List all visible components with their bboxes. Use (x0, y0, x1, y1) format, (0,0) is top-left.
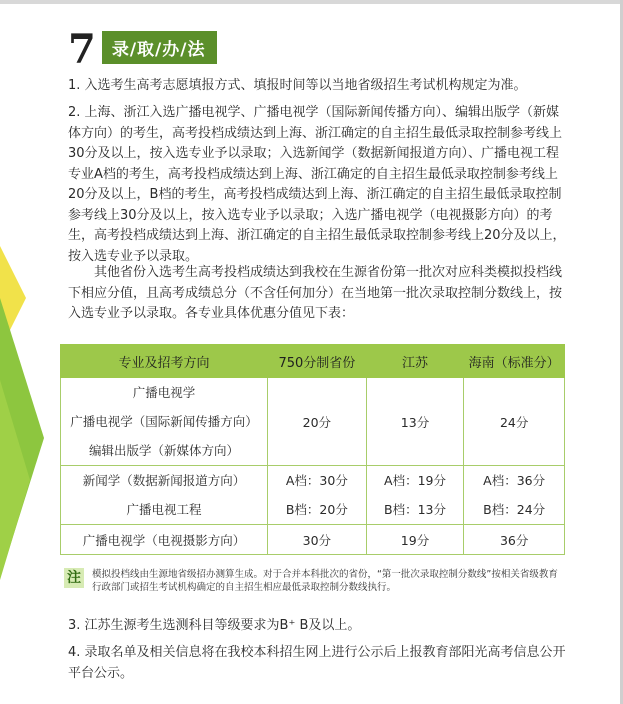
score-b: B档：13分 (384, 502, 446, 517)
top-frame-line (0, 0, 623, 4)
major-cell (61, 378, 268, 466)
header-jiangsu: 江苏 (366, 345, 464, 378)
major-name: 编辑出版学（新媒体方向） (89, 443, 240, 458)
score-cell: 19分 (366, 525, 464, 555)
score-a: A档：30分 (285, 473, 348, 488)
major-name: 广播电视工程 (126, 502, 202, 517)
paragraph-4: 3. 江苏生源考生选测科目等级要求为B⁺ B及以上。 (68, 618, 361, 633)
score-cell: 20分 (268, 378, 367, 466)
preferential-score-table (60, 344, 565, 555)
paragraph-1: 1. 入选考生高考志愿填报方式、填报时间等以当地省级招生考试机构规定为准。 (68, 78, 527, 93)
table-row (61, 525, 565, 555)
score-cell (268, 466, 367, 525)
score-b: B档：24分 (483, 502, 546, 517)
major-name: 广播电视学（国际新闻传播方向） (70, 414, 258, 429)
header-major: 专业及招考方向 (61, 345, 268, 378)
section-heading (68, 26, 217, 73)
note-block (64, 568, 564, 594)
header-750: 750分制省份 (268, 345, 367, 378)
score-cell (464, 466, 565, 525)
paragraph-2: 2. 上海、浙江入选广播电视学、广播电视学（国际新闻传播方向）、编辑出版学（新媒体方向）的考生，高考投档成绩达到上海、浙江确定的自主招生最低录取控制参考线上30分及以上，按入选专业予以录取；入选新闻学（数据新闻报道方向）、广播电视工程专业A档的考生，高考投档成绩达到上海、浙江确定的自主招生最低录取控制参考线上20分及以上，B档的考生，高考投档成绩达到上海、浙江确定的自主招生最低录取控制参考线上30分及以上，按入选专业予以录取；入选广播电视学（电视摄影方向）的考生，高考投档成绩达到上海、浙江确定的自主招生最低录取控制参考线上20分及以上，按入选专业予以录取。 (68, 105, 566, 264)
score-cell: 30分 (268, 525, 367, 555)
table-row (61, 466, 565, 525)
paragraph-3: 其他省份入选考生高考投档成绩达到我校在生源省份第一批次对应科类模拟投档线下相应分值，且高考成绩总分（不含任何加分）在当地第一批次录取控制分数线上，按入选专业予以录取。各专业具体优惠分值见下表： (68, 265, 563, 321)
score-cell: 24分 (464, 378, 565, 466)
score-a: A档：36分 (483, 473, 546, 488)
section-title: 录/取/办/法 (102, 31, 218, 64)
score-cell: 13分 (366, 378, 464, 466)
score-b: B档：20分 (285, 502, 348, 517)
decorative-green-triangle-2 (0, 380, 30, 580)
major-name: 新闻学（数据新闻报道方向） (82, 473, 246, 488)
major-name: 广播电视学 (132, 385, 196, 400)
note-text: 模拟投档线由生源地省级招办测算生成。对于合并本科批次的省份，“第一批次录取控制分数线”按相关省级教育行政部门或招生考试机构确定的自主招生相应最低录取控制分数线执行。 (92, 569, 558, 593)
major-cell: 广播电视学（电视摄影方向） (61, 525, 268, 555)
table-row (61, 378, 565, 466)
score-cell: 36分 (464, 525, 565, 555)
paragraph-5: 4. 录取名单及相关信息将在我校本科招生网上进行公示后上报教育部阳光高考信息公开平台公示。 (68, 645, 566, 681)
section-number: 7 (68, 26, 96, 73)
header-hainan: 海南（标准分） (464, 345, 565, 378)
note-badge: 注 (64, 568, 84, 588)
major-cell (61, 466, 268, 525)
score-cell (366, 466, 464, 525)
score-a: A档：19分 (384, 473, 446, 488)
table-header-row (61, 345, 565, 378)
